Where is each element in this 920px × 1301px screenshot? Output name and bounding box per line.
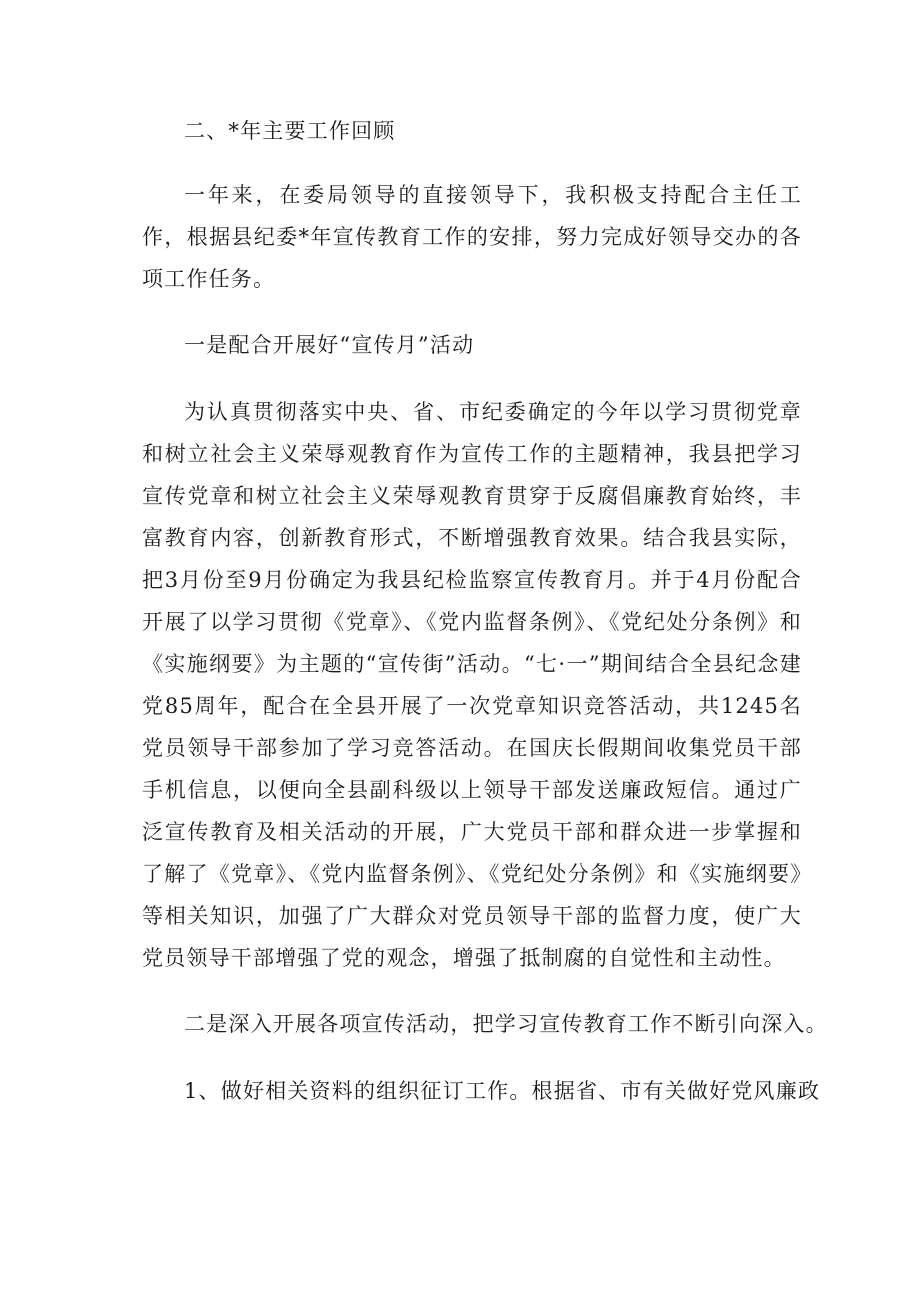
item-2-subitem-1: 1、做好相关资料的组织征订工作。根据省、市有关做好党风廉政: [184, 1079, 821, 1103]
item-1-title: 一是配合开展好“宣传月”活动: [184, 333, 475, 357]
item-1-body: 为认真贯彻落实中央、省、市纪委确定的今年以学习贯彻党章和树立社会主义荣辱观教育作为宣传工作的主题精神，我县把学习宣传党章和树立社会主义荣辱观教育贯穿于反腐倡廉教育始终，丰富教育内容，创新教育形式，不断增强教育效果。结合我县实际，把3月份至9月份确定为我县纪检监察宣传教育月。并于4月份配合开展了以学习贯彻《党章》、《党内监督条例》、《党纪处分条例》和《实施纲要》为主题的“宣传街”活动。“七·一”期间结合全县纪念建党85周年，配合在全县开展了一次党章知识竞答活动，共1245名党员领导干部参加了学习竞答活动。在国庆长假期间收集党员干部手机信息，以便向全县副科级以上领导干部发送廉政短信。通过广泛宣传教育及相关活动的开展，广大党员干部和群众进一步掌握和了解了《党章》、《党内监督条例》、《党纪处分条例》和《实施纲要》等相关知识，加强了广大群众对党员领导干部的监督力度，使广大党员领导干部增强了党的观念，增强了抵制腐的自觉性和主动性。: [142, 400, 802, 970]
document-body: [142, 112, 828, 1137]
intro-paragraph: 一年来，在委局领导的直接领导下，我积极支持配合主任工作，根据县纪委*年宣传教育工作的安排，努力完成好领导交办的各项工作任务。: [142, 183, 802, 291]
section-heading: 二、*年主要工作回顾: [184, 119, 396, 143]
item-2-title: 二是深入开展各项宣传活动，把学习宣传教育工作不断引向深入。: [184, 1012, 828, 1036]
